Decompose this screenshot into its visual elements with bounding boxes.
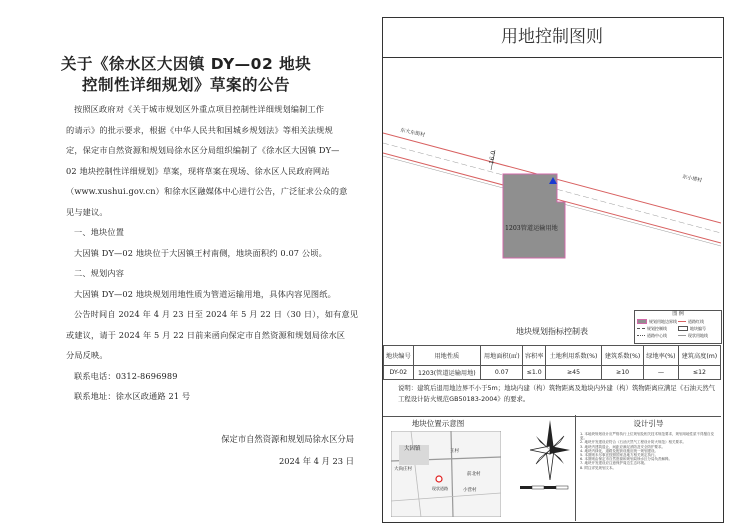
legend-item-label: 地块编号 — [690, 326, 706, 331]
compass-icon — [530, 420, 570, 490]
site-marker-icon — [436, 476, 442, 482]
scale-bar — [520, 484, 574, 492]
legend-item-label: 现状用地线 — [688, 333, 708, 338]
sheet-title: 用地控制图则 — [382, 17, 722, 58]
legend-item-label: 道路中心线 — [647, 333, 667, 338]
para1-line5: （www.xushui.gov.cn）和徐水区融媒体中心进行公告，广泛征求公众的意 — [66, 186, 348, 196]
table-cell: ≥10 — [602, 366, 644, 380]
location-map — [391, 431, 501, 517]
dimension-label: 16.0 — [488, 150, 498, 165]
para1-line2: 的请示》的批示要求，根据《中华人民共和国城乡规划法》等相关法规规 — [66, 124, 333, 135]
loc-label-dashang: 大尚庄村 — [394, 467, 412, 472]
period-line3: 分局反映。 — [66, 350, 108, 360]
loc-label-qianbei: 前北村 — [467, 472, 481, 477]
index-table — [383, 345, 721, 380]
table-header: 绿地率(%) — [644, 346, 679, 366]
legend-item — [637, 318, 678, 325]
para1-line1: 按照区政府对《关于城市规划区外重点项目控制性详细规划编制工作 — [74, 104, 325, 114]
legend-item-label: 道路红线 — [688, 319, 704, 324]
table-cell: — — [644, 366, 679, 380]
design-note-line: 8. 附注详见规划文本。 — [580, 465, 616, 470]
table-cell: ≥45 — [545, 366, 601, 380]
design-note-line: 3. 地块内建筑退让、间距应满足消防及安全防护要求。 — [580, 444, 665, 449]
index-table-title: 地块规划指标控制表 — [516, 327, 588, 336]
design-note-line: 4. 地块内绿化、道路及配套设施应统一规划建设。 — [580, 448, 658, 453]
location-text: 大因镇 DY—02 地块位于大因镇王村南侧，地块面积约 0.07 公顷。 — [74, 247, 327, 258]
para1-line4: 02 地块控制性详细规划》草案，现将草案在现场、徐水区人民政府网站 — [66, 165, 330, 176]
content-text: 大因镇 DY—02 地块规划用地性质为管道运输用地，具体内容见图纸。 — [74, 288, 336, 299]
legend-item-label: 规划控制线 — [647, 326, 667, 331]
heading-content: 二、规划内容 — [74, 268, 125, 278]
location-map-title: 地块位置示意图 — [411, 419, 465, 428]
table-row — [384, 366, 721, 380]
design-note-line: 7. 地块开发建设应注意保护周边生态环境。 — [580, 461, 648, 466]
para1-line3: 定，保定市自然资源和规划局徐水区分局组织编制了《徐水区大因镇 DY— — [66, 145, 340, 155]
table-header: 土地利用系数(%) — [545, 346, 601, 366]
design-notes-title: 设计引导 — [633, 419, 664, 428]
parcel-label: 1203管道运输用地 — [505, 225, 558, 232]
notice-title-line1: 关于《徐水区大因镇 DY—02 地块 — [60, 55, 312, 73]
table-header: 建筑系数(%) — [602, 346, 644, 366]
design-note-line: 6. 本图则由保定市自然资源和规划局徐水区分局负责解释。 — [580, 457, 672, 462]
table-header: 容积率 — [523, 346, 546, 366]
table-header: 用地面积(㎡) — [481, 346, 523, 366]
parcel-dy02 — [503, 174, 565, 258]
para1-line6: 见与建议。 — [66, 206, 108, 217]
note-text: 说明：建筑后退用地边界不小于5m；地块内建（构）筑物距离及地块内外建（构）筑物距离应满足《石油天然气工程设计防火规范GB50183-2004》的要求。 — [398, 384, 716, 403]
design-notes — [580, 432, 718, 470]
loc-label-dayin: 大因镇 — [404, 446, 421, 452]
design-note-line: 5. 本图则未尽事宜按照国家及地方相关规定执行。 — [580, 453, 658, 458]
design-note-line: 2. 地块开发建设应符合《石油天然气工程设计防火规范》相关要求。 — [580, 440, 686, 445]
loc-label-xiaoying: 小营村 — [463, 488, 477, 493]
table-header: 地块编号 — [384, 346, 414, 366]
road-label-top: 东大东街村 — [399, 127, 426, 139]
table-cell: 0.07 — [481, 366, 523, 380]
loc-label-wangcun: 王村 — [450, 449, 459, 454]
heading-location: 一、地块位置 — [74, 227, 125, 237]
parcel-map — [383, 58, 721, 318]
table-cell: DY-02 — [384, 366, 414, 380]
legend-item — [678, 318, 719, 325]
table-header-row — [384, 346, 721, 366]
table-cell: 1203(管道运输用地) — [413, 366, 481, 380]
contact-address: 联系地址：徐水区政通路 21 号 — [74, 391, 191, 401]
table-header: 用地性质 — [413, 346, 481, 366]
design-note-line: 1. 本地块规划设计应严格执行上位规划及相关技术规范要求，规划用地性质不得擅自变更。 — [580, 432, 714, 441]
period-line2: 或建议，请于 2024 年 5 月 22 日前来函向保定市自然资源和规划局徐水区 — [66, 329, 346, 340]
legend-item-label: 规划用地边界线 — [649, 319, 677, 324]
signature: 保定市自然资源和规划局徐水区分局 — [221, 434, 354, 444]
loc-label-road: 现状道路 — [432, 486, 448, 491]
table-cell: ≤12 — [678, 366, 720, 380]
notice-date: 2024 年 4 月 23 日 — [278, 456, 354, 466]
contact-phone: 联系电话：0312-8696989 — [74, 370, 178, 381]
notice-title-line2: 控制性详细规划》草案的公告 — [81, 76, 290, 94]
table-cell: ≤1.0 — [523, 366, 546, 380]
table-header: 建筑高度(m) — [678, 346, 720, 366]
legend-title: 图 例 — [672, 311, 684, 317]
period-line1: 公告时间自 2024 年 4 月 23 日至 2024 年 5 月 22 日（30 日），如有意见 — [74, 309, 359, 319]
road-label-right: 东小塔村 — [681, 173, 703, 185]
